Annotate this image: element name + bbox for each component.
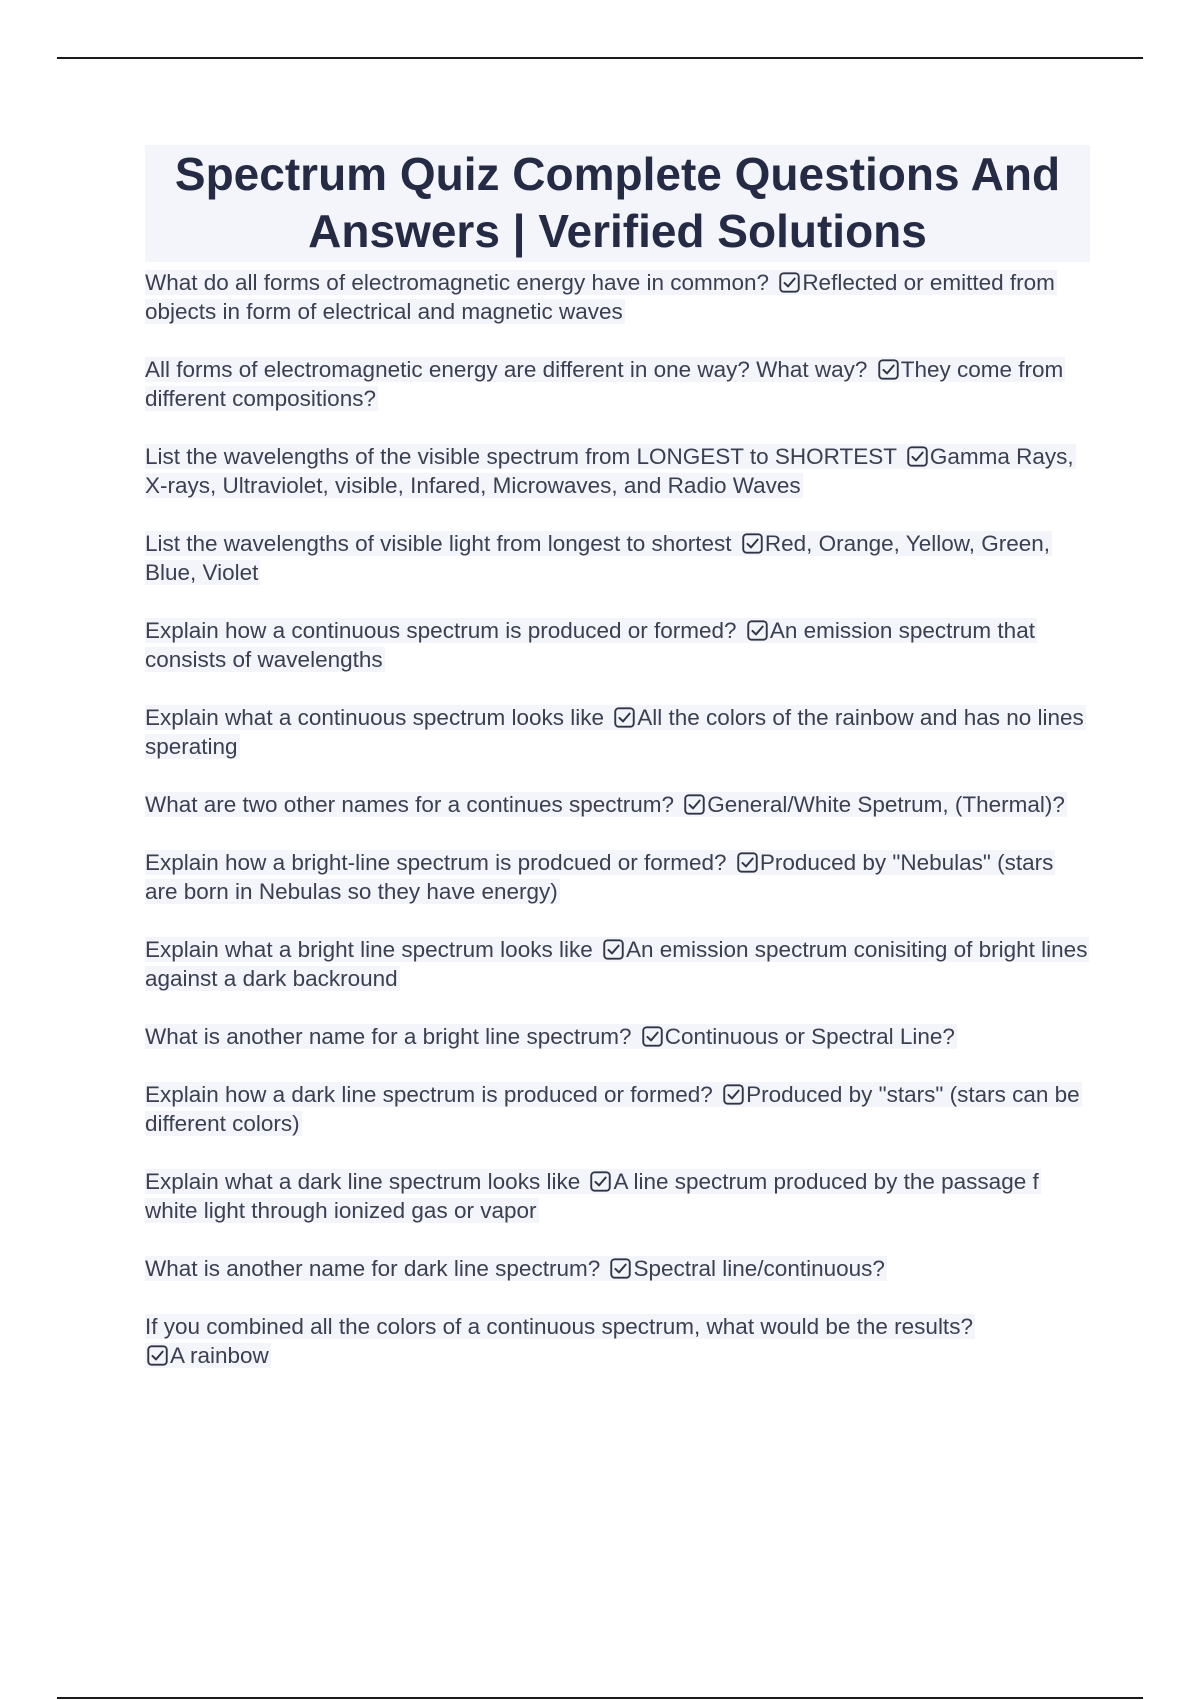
answer-text: A rainbow xyxy=(170,1343,269,1368)
checked-box-icon xyxy=(590,1171,611,1192)
checked-box-icon xyxy=(147,1345,168,1366)
question-text: If you combined all the colors of a continuous spectrum, what would be the results? xyxy=(145,1314,973,1339)
checked-box-icon xyxy=(878,359,899,380)
answer-text: They come from different compositions? xyxy=(145,357,1064,411)
question-text: All forms of electromagnetic energy are different in one way? What way? xyxy=(145,357,868,382)
qa-text xyxy=(145,444,1076,498)
qa-item xyxy=(145,268,1090,326)
qa-text xyxy=(145,1256,887,1281)
qa-text xyxy=(145,705,1086,759)
answer-text: An emission spectrum that consists of wavelengths xyxy=(145,618,1035,672)
qa-text xyxy=(145,270,1057,324)
checked-box-icon xyxy=(723,1084,744,1105)
answer-text: All the colors of the rainbow and has no lines sperating xyxy=(145,705,1084,759)
checked-box-icon xyxy=(642,1026,663,1047)
checked-box-icon xyxy=(907,446,928,467)
answer-text: An emission spectrum conisiting of bright lines against a dark backround xyxy=(145,937,1088,991)
answer-text: Reflected or emitted from objects in form of electrical and magnetic waves xyxy=(145,270,1055,324)
question-text: What are two other names for a continues spectrum? xyxy=(145,792,675,817)
checked-box-icon xyxy=(614,707,635,728)
question-text: Explain what a bright line spectrum looks like xyxy=(145,937,593,962)
checked-box-icon xyxy=(737,852,758,873)
checked-box-icon xyxy=(684,794,705,815)
checked-box-icon xyxy=(779,272,800,293)
qa-text xyxy=(145,792,1067,817)
qa-item xyxy=(145,935,1090,993)
qa-item xyxy=(145,1167,1090,1225)
top-rule xyxy=(57,57,1143,59)
checked-box-icon xyxy=(610,1258,631,1279)
question-text: Explain what a continuous spectrum looks like xyxy=(145,705,604,730)
qa-item xyxy=(145,1312,1090,1370)
question-text: Explain how a dark line spectrum is produced or formed? xyxy=(145,1082,713,1107)
qa-item xyxy=(145,616,1090,674)
checked-box-icon xyxy=(603,939,624,960)
qa-text xyxy=(145,1024,957,1049)
qa-list xyxy=(145,268,1090,1370)
qa-item xyxy=(145,529,1090,587)
answer-text: Continuous or Spectral Line? xyxy=(664,1024,955,1049)
question-text: What do all forms of electromagnetic energy have in common? xyxy=(145,270,770,295)
answer-text: General/White Spetrum, (Thermal)? xyxy=(707,792,1065,817)
qa-text xyxy=(145,1169,1041,1223)
document-body xyxy=(145,145,1090,1399)
qa-text xyxy=(145,357,1065,411)
question-text: Explain what a dark line spectrum looks like xyxy=(145,1169,581,1194)
qa-text xyxy=(145,1314,975,1368)
qa-item xyxy=(145,355,1090,413)
question-text: What is another name for a bright line spectrum? xyxy=(145,1024,632,1049)
answer-text: Gamma Rays, X-rays, Ultraviolet, visible, Infared, Microwaves, and Radio Waves xyxy=(145,444,1074,498)
qa-item xyxy=(145,442,1090,500)
qa-item xyxy=(145,848,1090,906)
page-title: Spectrum Quiz Complete Questions And Answers | Verified Solutions xyxy=(145,145,1090,262)
question-text: Explain how a bright-line spectrum is prodcued or formed? xyxy=(145,850,727,875)
qa-text xyxy=(145,531,1052,585)
answer-text: Spectral line/continuous? xyxy=(633,1256,885,1281)
qa-item xyxy=(145,1080,1090,1138)
answer-text: A line spectrum produced by the passage f white light through ionized gas or vapor xyxy=(145,1169,1039,1223)
qa-item xyxy=(145,1254,1090,1283)
checked-box-icon xyxy=(742,533,763,554)
answer-text: Produced by "stars" (stars can be different colors) xyxy=(145,1082,1080,1136)
qa-item xyxy=(145,703,1090,761)
answer-text: Produced by "Nebulas" (stars are born in Nebulas so they have energy) xyxy=(145,850,1054,904)
bottom-rule xyxy=(57,1697,1143,1699)
checked-box-icon xyxy=(747,620,768,641)
qa-text xyxy=(145,618,1037,672)
qa-text xyxy=(145,850,1055,904)
question-text: What is another name for dark line spectrum? xyxy=(145,1256,601,1281)
answer-text: Red, Orange, Yellow, Green, Blue, Violet xyxy=(145,531,1051,585)
question-text: List the wavelengths of visible light from longest to shortest xyxy=(145,531,732,556)
qa-item xyxy=(145,1022,1090,1051)
question-text: List the wavelengths of the visible spectrum from LONGEST to SHORTEST xyxy=(145,444,897,469)
qa-text xyxy=(145,937,1089,991)
qa-item xyxy=(145,790,1090,819)
question-text: Explain how a continuous spectrum is produced or formed? xyxy=(145,618,737,643)
qa-text xyxy=(145,1082,1082,1136)
